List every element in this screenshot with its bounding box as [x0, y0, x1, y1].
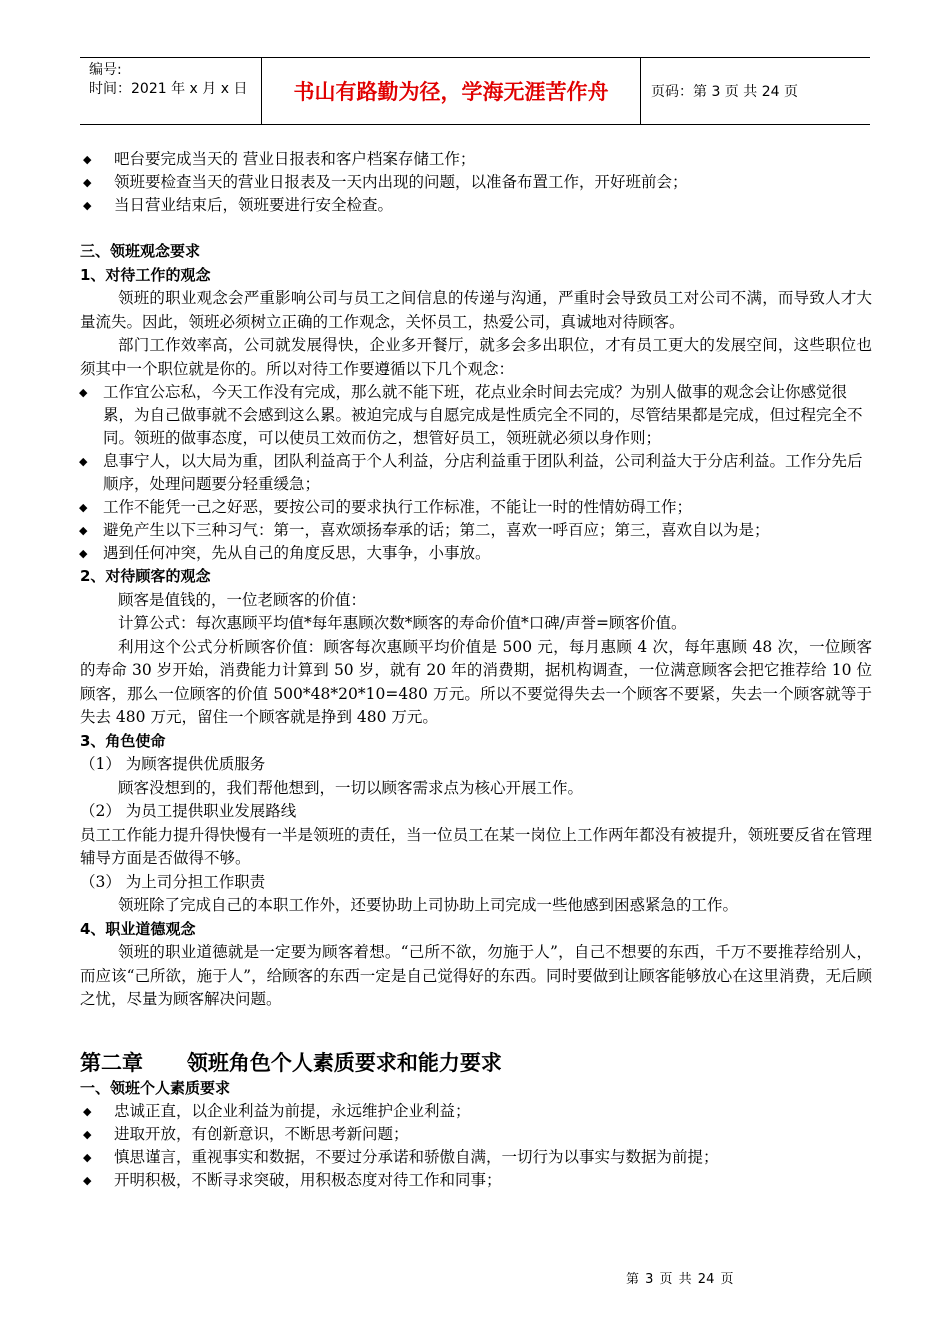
number-label: 编号:: [89, 62, 122, 78]
paragraph: 领班除了完成自己的本职工作外，还要协助上司协助上司完成一些他感到困惑紧急的工作。: [118, 896, 739, 914]
numbered-item: （2） 为员工提供职业发展路线: [80, 802, 297, 820]
diamond-bullet-icon: ◆: [83, 1174, 92, 1187]
list-item: ◆ 进取开放，有创新意识，不断思考新问题；: [80, 1123, 872, 1146]
subsection-heading: 4、职业道德观念: [80, 919, 196, 938]
diamond-bullet-icon: ◆: [83, 153, 92, 166]
header-motto: 书山有路勤为径，学海无涯苦作舟: [262, 58, 641, 124]
header-page-code: 页码：第 3 页 共 24 页: [651, 84, 798, 100]
chapter-title: 第二章 领班角色个人素质要求和能力要求: [80, 1050, 502, 1075]
diamond-bullet-icon: ◆: [79, 501, 88, 514]
list-item: ◆ 吧台要完成当天的 营业日报表和客户档案存储工作；: [80, 148, 872, 171]
time-label: 时间：2021 年 x 月 x 日: [89, 81, 248, 97]
list-item: ◆ 领班要检查当天的营业日报表及一天内出现的问题，以准备布置工作，开好班前会；: [80, 171, 872, 194]
diamond-bullet-icon: ◆: [83, 176, 92, 189]
list-item: ◆ 忠诚正直，以企业利益为前提，永远维护企业利益；: [80, 1100, 872, 1123]
paragraph: 计算公式：每次惠顾平均值*每年惠顾次数*顾客的寿命价值*口碑/声誉=顾客价值。: [118, 614, 687, 632]
list-item: ◆ 工作不能凭一己之好恶，要按公司的要求执行工作标准，不能让一时的性情妨碍工作；: [76, 496, 872, 519]
diamond-bullet-icon: ◆: [79, 386, 88, 399]
diamond-bullet-icon: ◆: [83, 1151, 92, 1164]
paragraph: 领班的职业观念会严重影响公司与员工之间信息的传递与沟通，严重时会导致员工对公司不满，而导致人才大量流失。因此，领班必须树立正确的工作观念，关怀员工，热爱公司，真诚地对待顾客。: [80, 289, 872, 331]
subsection-heading: 1、对待工作的观念: [80, 265, 211, 284]
document-body: [80, 148, 872, 1192]
section-heading: 三、领班观念要求: [80, 242, 201, 260]
paragraph: 利用这个公式分析顾客价值：顾客每次惠顾平均价值是 500 元，每月惠顾 4 次，每年惠顾 48 次，一位顾客的寿命 30 岁开始，消费能力计算到 50 岁，就有 20 年的消费期，据机构调查，一位满意顾客会把它推荐给 10 位顾客，那么一位顾客的价值 500*48*20*10=480 万元。所以不要觉得失去一个顾客不要紧，失去一个顾客就等于失去 480 万元，留住一个顾客就是挣到 480 万元。: [80, 637, 872, 726]
paragraph: 顾客是值钱的，一位老顾客的价值：: [118, 590, 367, 609]
list-item: ◆ 工作宜公忘私，今天工作没有完成，那么就不能下班，花点业余时间去完成？为别人做事的观念会让你感觉很累，为自己做事就不会感到这么累。被迫完成与自愿完成是性质完全不同的，尽管结果都是完成，但过程完全不同。领班的做事态度，可以使员工效而仿之，想管好员工，领班就必须以身作则；: [76, 381, 872, 450]
list-item: ◆ 当日营业结束后，领班要进行安全检查。: [80, 194, 872, 217]
diamond-bullet-icon: ◆: [79, 455, 88, 468]
list-item: ◆ 避免产生以下三种习气：第一，喜欢颂扬奉承的话；第二，喜欢一呼百应；第三，喜欢自以为是；: [76, 519, 872, 542]
diamond-bullet-icon: ◆: [83, 199, 92, 212]
page-header: [80, 57, 870, 125]
paragraph: 部门工作效率高，公司就发展得快，企业多开餐厅，就多会多出职位，才有员工更大的发展空间，这些职位也须其中一个职位就是你的。所以对待工作要遵循以下几个观念：: [80, 336, 872, 378]
list-item: ◆ 慎思谨言，重视事实和数据，不要过分承诺和骄傲自满，一切行为以事实与数据为前提；: [80, 1146, 872, 1169]
paragraph: 顾客没想到的，我们帮他想到，一切以顾客需求点为核心开展工作。: [118, 778, 584, 797]
paragraph: 员工工作能力提升得快慢有一半是领班的责任，当一位员工在某一岗位上工作两年都没有被提升，领班要反省在管理辅导方面是否做得不够。: [80, 825, 872, 867]
list-item: ◆ 息事宁人，以大局为重，团队利益高于个人利益，分店利益重于团队利益，公司利益大于分店利益。工作分先后顺序，处理问题要分轻重缓急；: [76, 450, 872, 496]
numbered-item: （3） 为上司分担工作职责: [80, 872, 266, 891]
diamond-bullet-icon: ◆: [83, 1105, 92, 1118]
subsection-heading: 2、对待顾客的观念: [80, 567, 211, 585]
page-footer: 第 3 页 共 24 页: [626, 1272, 734, 1287]
diamond-bullet-icon: ◆: [79, 547, 88, 560]
list-item: ◆ 开明积极，不断寻求突破，用积极态度对待工作和同事；: [80, 1169, 872, 1192]
section-heading: 一、领班个人素质要求: [80, 1078, 231, 1097]
diamond-bullet-icon: ◆: [79, 524, 88, 537]
subsection-heading: 3、角色使命: [80, 731, 166, 750]
list-item: ◆ 遇到任何冲突，先从自己的角度反思，大事争，小事放。: [76, 542, 872, 565]
paragraph: 领班的职业道德就是一定要为顾客着想。“己所不欲，勿施于人”，自己不想要的东西，千万不要推荐给别人，而应该“己所欲，施于人”，给顾客的东西一定是自己觉得好的东西。同时要做到让顾客能够放心在这里消费，无后顾之忧，尽量为顾客解决问题。: [80, 943, 872, 1008]
numbered-item: （1） 为顾客提供优质服务: [80, 755, 266, 773]
header-meta: [80, 58, 262, 124]
diamond-bullet-icon: ◆: [83, 1128, 92, 1141]
